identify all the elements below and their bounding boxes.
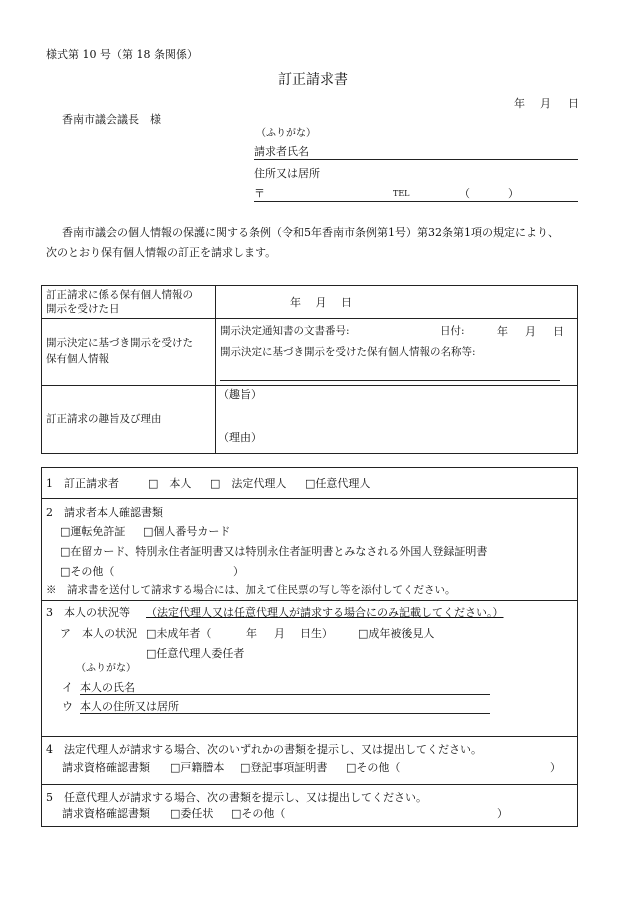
s4-checkbox-family-register[interactable]: □戸籍謄本 bbox=[170, 761, 225, 774]
s3-principal-address-label: 本人の住所又は居所 bbox=[80, 700, 179, 713]
table1-row-divider-1 bbox=[41, 318, 578, 319]
s3-checkbox-delegator[interactable]: □任意代理人委任者 bbox=[146, 647, 245, 660]
s3-minor-birth: 日生） bbox=[300, 627, 333, 640]
s2-checkbox-residence-card[interactable]: □在留カード、特別永住者証明書又は特別永住者証明書とみなされる外国人登録証明書 bbox=[60, 545, 488, 558]
s4-other-close: ） bbox=[550, 761, 561, 774]
row2-month-label: 月 bbox=[525, 325, 536, 338]
requester-name-label: 請求者氏名 bbox=[254, 145, 309, 158]
s1-checkbox-self[interactable]: □ 本人 bbox=[148, 477, 192, 490]
postal-mark: 〒 bbox=[254, 187, 265, 200]
row2-year-label: 年 bbox=[497, 325, 508, 338]
s5-other-close: ） bbox=[497, 807, 508, 820]
requester-furigana-label: （ふりがな） bbox=[256, 128, 316, 139]
s2-note: ※ 請求書を送付して請求する場合には、加えて住民票の写し等を添付してください。 bbox=[46, 584, 456, 596]
s3-title: 3 本人の状況等 bbox=[46, 606, 130, 619]
addressee: 香南市議会議長 様 bbox=[62, 113, 161, 126]
row2-day-label: 日 bbox=[553, 325, 564, 338]
s3-minor-month: 月 bbox=[274, 627, 285, 640]
request-detail-table bbox=[41, 285, 578, 454]
form-number: 様式第 10 号（第 18 条関係） bbox=[46, 48, 198, 61]
table2-divider-3 bbox=[41, 736, 578, 737]
requester-address-label: 住所又は居所 bbox=[254, 167, 320, 180]
s4-docs-label: 請求資格確認書類 bbox=[62, 761, 150, 774]
s1-title: 1 訂正請求者 bbox=[46, 477, 119, 490]
s3-title-note: （法定代理人又は任意代理人が請求する場合にのみ記載してください。） bbox=[146, 606, 504, 619]
row3-purpose-label: （趣旨） bbox=[218, 388, 262, 401]
table1-divider bbox=[215, 285, 216, 454]
s3-furigana-label: （ふりがな） bbox=[76, 663, 136, 674]
s2-title: 2 請求者本人確認書類 bbox=[46, 506, 163, 519]
s5-checkbox-other[interactable]: □その他（ bbox=[231, 807, 286, 820]
s4-checkbox-other[interactable]: □その他（ bbox=[346, 761, 401, 774]
s3-minor-year: 年 bbox=[246, 627, 257, 640]
row2-label-line2: 保有個人情報 bbox=[46, 353, 109, 365]
requester-address-line[interactable] bbox=[254, 201, 578, 202]
s3-u-label: ウ bbox=[62, 700, 73, 713]
s5-docs-label: 請求資格確認書類 bbox=[62, 807, 150, 820]
row2-date-label: 日付: bbox=[440, 325, 465, 337]
table2-divider-1 bbox=[41, 498, 578, 499]
s4-checkbox-registry-cert[interactable]: □登記事項証明書 bbox=[240, 761, 328, 774]
s3-checkbox-minor[interactable]: □未成年者（ bbox=[146, 627, 212, 640]
date-day-label: 日 bbox=[568, 97, 579, 110]
s2-other-close: ） bbox=[233, 565, 244, 578]
s2-checkbox-mynumber[interactable]: □個人番号カード bbox=[143, 525, 231, 538]
row1-date-value[interactable]: 年 月 日 bbox=[290, 296, 352, 309]
s3-i-label: イ bbox=[62, 681, 73, 694]
s3-a-label: ア 本人の状況 bbox=[60, 627, 137, 640]
row3-label: 訂正請求の趣旨及び理由 bbox=[46, 413, 162, 425]
s5-checkbox-power-of-attorney[interactable]: □委任状 bbox=[170, 807, 214, 820]
s3-principal-name-label: 本人の氏名 bbox=[80, 681, 135, 694]
date-month-label: 月 bbox=[540, 97, 551, 110]
row2-label-line1: 開示決定に基づき開示を受けた bbox=[46, 337, 193, 349]
table2-divider-2 bbox=[41, 600, 578, 601]
row2-info-name-label: 開示決定に基づき開示を受けた保有個人情報の名称等: bbox=[220, 346, 476, 358]
date-year-label: 年 bbox=[514, 97, 525, 110]
row1-label-line2: 開示を受けた日 bbox=[46, 303, 120, 315]
s3-checkbox-adult-ward[interactable]: □成年被後見人 bbox=[358, 627, 435, 640]
table1-row-divider-2 bbox=[41, 385, 578, 386]
tel-label: TEL bbox=[393, 189, 410, 198]
requester-name-line[interactable] bbox=[254, 159, 578, 160]
s5-title: 5 任意代理人が請求する場合、次の書類を提示し、又は提出してください。 bbox=[46, 791, 427, 804]
row2-doc-number-label: 開示決定通知書の文書番号: bbox=[220, 325, 350, 337]
tel-paren-open: （ bbox=[459, 187, 470, 200]
row3-reason-label: （理由） bbox=[218, 431, 262, 444]
s4-title: 4 法定代理人が請求する場合、次のいずれかの書類を提示し、又は提出してください。 bbox=[46, 743, 482, 756]
s2-checkbox-other[interactable]: □その他（ bbox=[60, 565, 115, 578]
s3-principal-address-line[interactable] bbox=[80, 713, 490, 714]
s2-checkbox-license[interactable]: □運転免許証 bbox=[60, 525, 126, 538]
table2-divider-4 bbox=[41, 784, 578, 785]
page-title: 訂正請求書 bbox=[278, 72, 348, 88]
row1-label-line1: 訂正請求に係る保有個人情報の bbox=[46, 289, 193, 301]
tel-paren-close: ） bbox=[508, 187, 519, 200]
s3-principal-name-line[interactable] bbox=[80, 694, 490, 695]
row2-info-name-line[interactable] bbox=[220, 380, 560, 381]
body-text-line1: 香南市議会の個人情報の保護に関する条例（令和5年香南市条例第1号）第32条第1項の規定により、 bbox=[62, 226, 559, 239]
body-text-line2: 次のとおり保有個人情報の訂正を請求します。 bbox=[46, 246, 277, 259]
s1-checkbox-voluntary-agent[interactable]: □任意代理人 bbox=[305, 477, 371, 490]
s1-checkbox-legal-agent[interactable]: □ 法定代理人 bbox=[210, 477, 287, 490]
